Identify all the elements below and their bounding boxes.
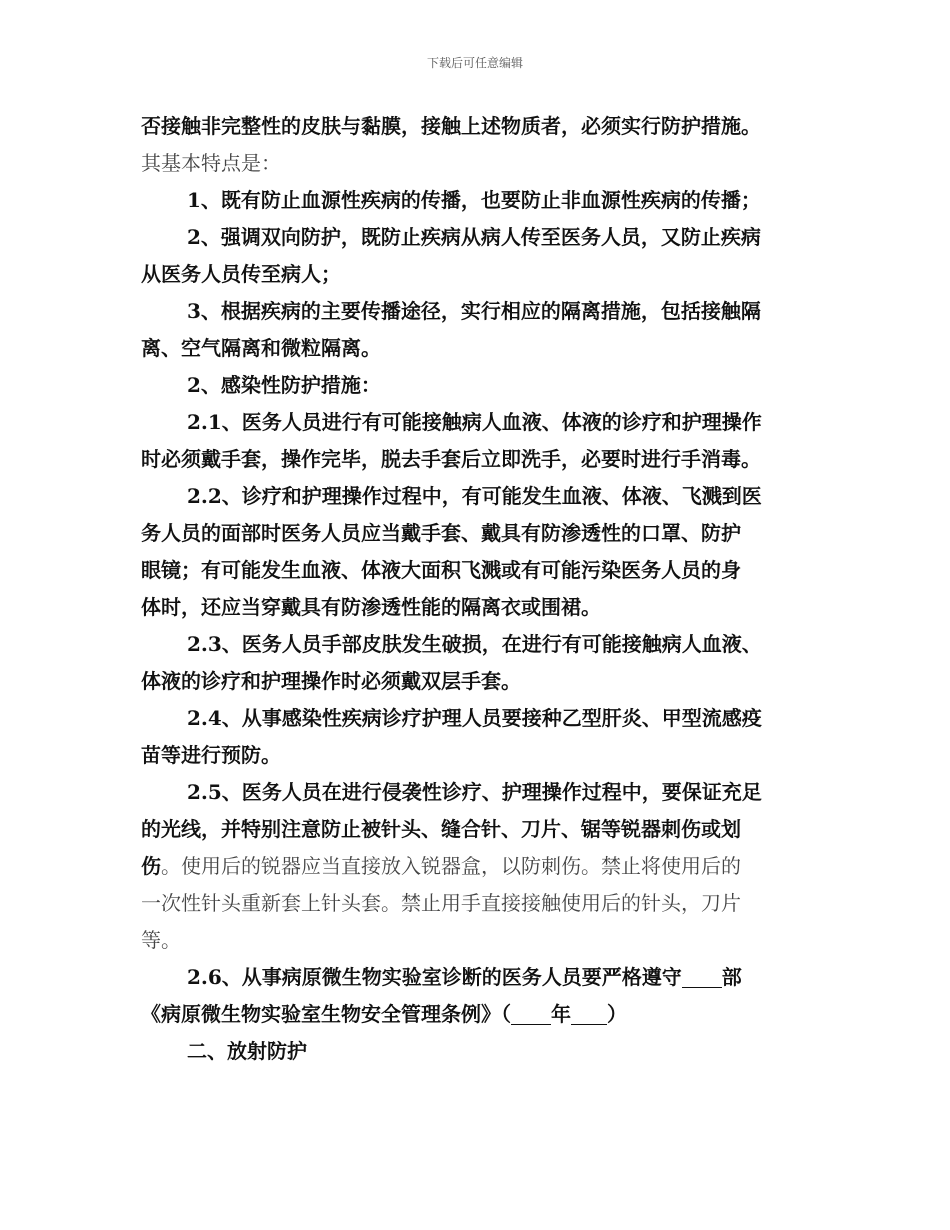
paragraph-line: 体时，还应当穿戴具有防渗透性能的隔离衣或围裙。 bbox=[141, 595, 601, 619]
text-span: 年 bbox=[551, 1002, 571, 1026]
fill-in-blank bbox=[682, 965, 722, 988]
item-2-5: 2.5、医务人员在进行侵袭性诊疗、护理操作过程中，要保证充足 bbox=[187, 780, 762, 804]
text-span: 《病原微生物实验室生物安全管理条例》（ bbox=[141, 1002, 511, 1026]
list-item-3: 3、根据疾病的主要传播途径，实行相应的隔离措施，包括接触隔 bbox=[187, 299, 761, 323]
paragraph-line: 等。 bbox=[141, 928, 181, 952]
paragraph-line bbox=[141, 996, 813, 1033]
item-2-4: 2.4、从事感染性疾病诊疗护理人员要接种乙型肝炎、甲型流感疫 bbox=[187, 706, 762, 730]
paragraph-line: 体液的诊疗和护理操作时必须戴双层手套。 bbox=[141, 669, 521, 693]
item-2-1: 2.1、医务人员进行有可能接触病人血液、体液的诊疗和护理操作 bbox=[187, 410, 762, 434]
text-span: 。使用后的锐器应当直接放入锐器盒，以防刺伤。禁止将使用后的 bbox=[161, 854, 741, 878]
list-item-1: 1、既有防止血源性疾病的传播，也要防止非血源性疾病的传播； bbox=[187, 188, 761, 212]
page-header: 下载后可任意编辑 bbox=[426, 56, 523, 70]
text-span: 伤 bbox=[141, 854, 161, 878]
paragraph-line: 的光线，并特别注意防止被针头、缝合针、刀片、锯等锐器刺伤或划 bbox=[141, 817, 741, 841]
paragraph-line: 一次性针头重新套上针头套。禁止用手直接接触使用后的针头，刀片 bbox=[141, 891, 741, 915]
text-span: ） bbox=[607, 1002, 627, 1026]
fill-in-blank bbox=[511, 1002, 551, 1025]
paragraph-line: 眼镜；有可能发生血液、体液大面积飞溅或有可能污染医务人员的身 bbox=[141, 558, 741, 582]
item-2-2: 2.2、诊疗和护理操作过程中，有可能发生血液、体液、飞溅到医 bbox=[187, 484, 762, 508]
list-item-2: 2、强调双向防护，既防止疾病从病人传至医务人员，又防止疾病 bbox=[187, 225, 761, 249]
document-body bbox=[141, 108, 813, 1070]
paragraph-line: 务人员的面部时医务人员应当戴手套、戴具有防渗透性的口罩、防护 bbox=[141, 521, 741, 545]
text-span: 部 bbox=[721, 965, 742, 989]
section-heading: 二、放射防护 bbox=[187, 1039, 307, 1063]
paragraph-line: 苗等进行预防。 bbox=[141, 743, 281, 767]
fill-in-blank bbox=[571, 1002, 607, 1025]
paragraph-line: 从医务人员传至病人； bbox=[141, 262, 341, 286]
paragraph-line: 否接触非完整性的皮肤与黏膜，接触上述物质者，必须实行防护措施。 bbox=[141, 114, 761, 138]
item-2-3: 2.3、医务人员手部皮肤发生破损，在进行有可能接触病人血液、 bbox=[187, 632, 762, 656]
paragraph-line: 其基本特点是： bbox=[141, 151, 281, 175]
paragraph-line: 时必须戴手套，操作完毕，脱去手套后立即洗手，必要时进行手消毒。 bbox=[141, 447, 761, 471]
paragraph-line-mixed bbox=[141, 848, 813, 885]
paragraph-line: 离、空气隔离和微粒隔离。 bbox=[141, 336, 381, 360]
section-heading: 2、感染性防护措施： bbox=[187, 373, 381, 397]
text-span: 2.6、从事病原微生物实验室诊断的医务人员要严格遵守 bbox=[187, 965, 682, 989]
item-2-6 bbox=[141, 959, 813, 996]
